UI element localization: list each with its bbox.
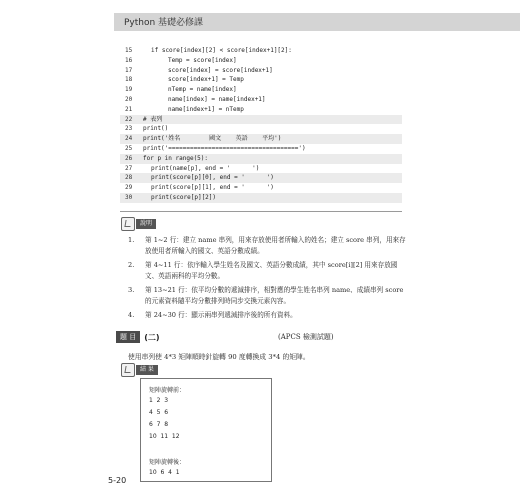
result-line: 4 5 6 [149,409,169,416]
code-line-number: 15 [125,47,133,54]
result-line: 10 11 12 [149,433,180,440]
code-line-text: print() [143,125,169,133]
code-line-number: 25 [125,144,133,152]
code-line [120,124,402,134]
code-listing [120,46,402,203]
code-line-number: 29 [125,184,133,192]
code-line [120,164,402,174]
code-line [120,144,402,154]
code-line-text: print(score[p][2]) [151,193,217,201]
explanation-text: 第 1~2 行：建立 name 串列，用來存放使用者所輸入的姓名；建立 score 串列，用來存放使用者所輸入的國文、英語分數成績。 [145,236,406,255]
code-line [120,134,402,144]
code-line-text: print('====================================') [143,144,306,152]
code-line-text: score[index] = score[index+1] [168,66,273,74]
code-line-text: # 表列 [143,115,163,123]
code-line [120,95,402,105]
code-line [120,75,402,85]
code-line-number: 27 [125,164,133,172]
code-line [120,115,402,125]
code-line [120,66,402,76]
result-line: 10 6 4 1 [149,469,180,476]
result-line: 矩陣旋轉前： [149,387,186,394]
code-line [120,173,402,183]
book-title: Python 基礎必修課 [124,18,204,28]
code-line [120,183,402,193]
code-line-text: name[index] = name[index+1] [168,95,266,103]
problem-number: (二) [144,332,160,342]
explanation-number: 1. [128,236,135,244]
pencil-icon [121,363,135,377]
code-line-number: 28 [125,174,133,182]
code-line-number: 24 [125,135,133,143]
explanation-number: 3. [128,286,135,294]
code-line-number: 26 [125,154,133,162]
code-line-text: print(score[p][0], end = ' ') [151,174,274,182]
code-line-text: print(score[p][1], end = ' ') [151,184,274,192]
code-line-number: 30 [125,193,133,201]
code-line [120,154,402,164]
code-line-number: 18 [125,76,133,84]
result-output-box [140,378,272,482]
problem-header [116,331,160,343]
result-line: 1 2 3 [149,397,169,404]
code-line-number: 20 [125,95,133,103]
explain-tag [121,217,156,231]
code-line-text: score[index+1] = Temp [168,76,244,84]
code-line [120,46,402,56]
code-line-number: 16 [125,56,133,64]
code-line-number: 22 [125,115,133,123]
code-line-text: for p in range(5): [143,154,209,162]
result-line: 6 7 8 [149,421,169,428]
result-tag-label: 結 果 [136,365,158,375]
code-divider [120,211,402,212]
code-line [120,105,402,115]
code-line-number: 21 [125,105,133,113]
code-line [120,56,402,66]
result-tag [121,363,158,377]
code-line-text: print('姓名 國文 英語 平均') [143,135,282,143]
explanation-number: 4. [128,311,135,319]
code-line [120,85,402,95]
explanation-text: 第 4~11 行：依序輸入學生姓名及國文、英語分數成績，其中 score[i][2] 用來存放國文、英語兩科的平均分數。 [145,261,398,280]
page-number: 5-20 [108,476,127,485]
explain-tag-label: 說明 [136,219,156,229]
code-line-text: Temp = score[index] [168,56,237,64]
code-line-text: name[index+1] = nTemp [168,105,244,113]
code-line-number: 17 [125,66,133,74]
problem-description: 使用串列使 4*3 矩陣順時針旋轉 90 度轉換成 3*4 的矩陣。 [128,353,310,361]
explanation-number: 2. [128,261,135,269]
code-line-text: if score[index][2] < score[index+1][2]: [151,47,292,54]
code-line-text: print(name[p], end = ' ') [151,164,260,172]
pencil-icon [121,217,135,231]
code-line-number: 19 [125,86,133,94]
problem-label: 題 目 [116,331,140,343]
problem-source: (APCS 檢測試題) [278,333,334,341]
result-line: 矩陣旋轉後： [149,459,186,466]
code-line-text: nTemp = name[index] [168,86,237,94]
explanation-text: 第 13~21 行：依平均分數的遞減排序，相對應的學生姓名串列 name、成績串列 score 的元素資料隨平均分數排列時同步交換元素內容。 [145,286,404,305]
explanation-text: 第 24~30 行：顯示兩串列遞減排序後的所有資料。 [145,311,297,319]
code-line-number: 23 [125,125,133,133]
code-line [120,193,402,203]
